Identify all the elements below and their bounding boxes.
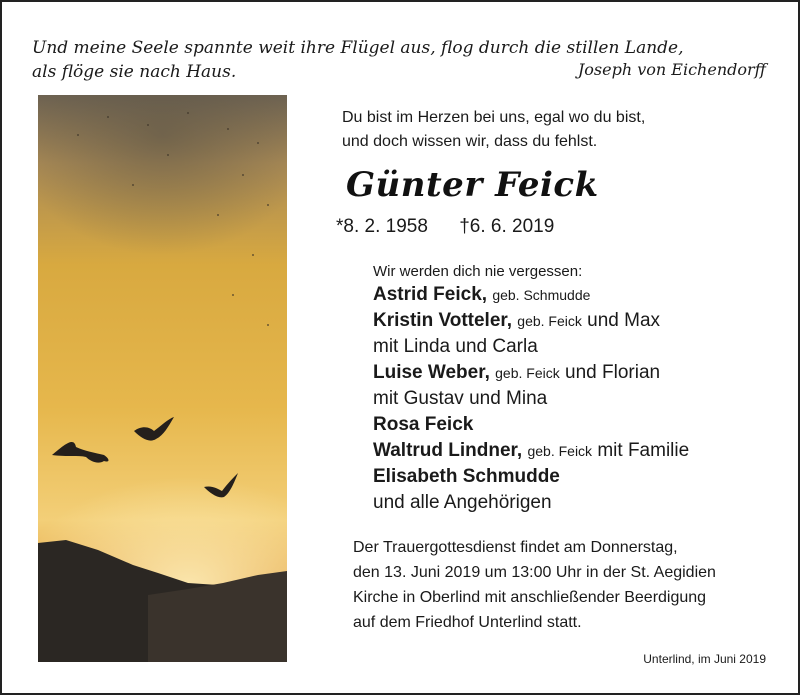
family-member-name: Luise Weber,: [373, 362, 490, 383]
list-item: [373, 464, 689, 490]
family-intro: Wir werden dich nie vergessen:: [373, 263, 583, 280]
family-member-name: Waltrud Lindner,: [373, 440, 523, 461]
family-member-rest: mit Linda und Carla: [373, 336, 538, 357]
family-member-rest: und Max: [587, 310, 661, 331]
service-line-2: den 13. Juni 2019 um 13:00 Uhr in der St. Aegidien: [353, 564, 716, 581]
deceased-name: Günter Feick: [346, 165, 599, 205]
intro-line-1: Du bist im Herzen bei uns, egal wo du bist,: [342, 109, 646, 126]
list-item: [373, 412, 689, 438]
family-member-rest: und alle Angehörigen: [373, 492, 552, 513]
death-date: †6. 6. 2019: [459, 216, 555, 237]
family-member-name: Kristin Votteler,: [373, 310, 513, 331]
place-date-footer: Unterlind, im Juni 2019: [643, 652, 766, 666]
service-info: [353, 535, 716, 635]
service-line-1: Der Trauergottesdienst findet am Donnerstag,: [353, 539, 678, 556]
life-dates: [336, 216, 554, 238]
family-member-name: Elisabeth Schmudde: [373, 466, 560, 487]
list-item: [373, 360, 689, 386]
family-member-rest: mit Gustav und Mina: [373, 388, 548, 409]
family-member-rest: mit Familie: [597, 440, 690, 461]
service-line-3: Kirche in Oberlind mit anschließender Beerdigung: [353, 589, 707, 606]
intro-line-2: und doch wissen wir, dass du fehlst.: [342, 133, 598, 150]
family-member-rest: und Florian: [565, 362, 661, 383]
service-line-4: auf dem Friedhof Unterlind statt.: [353, 614, 582, 631]
quote-line-2: als flöge sie nach Haus.: [32, 62, 237, 82]
list-item: [373, 490, 689, 516]
list-item: [373, 282, 689, 308]
family-member-name: Astrid Feick,: [373, 284, 488, 305]
family-member-note: geb. Feick: [517, 313, 582, 329]
list-item: [373, 386, 689, 412]
list-item: [373, 438, 689, 464]
list-item: [373, 308, 689, 334]
birth-date: *8. 2. 1958: [336, 216, 428, 237]
sunset-birds-image: [38, 95, 287, 662]
quote-author: Joseph von Eichendorff: [577, 60, 766, 79]
family-member-name: Rosa Feick: [373, 414, 474, 435]
family-list: [373, 262, 689, 516]
intro-text: [342, 106, 645, 154]
family-member-note: geb. Feick: [527, 443, 593, 459]
family-member-note: geb. Schmudde: [492, 287, 591, 303]
sunset-illustration: [38, 95, 287, 662]
quote-line-1: Und meine Seele spannte weit ihre Flügel aus, flog durch die stillen Lande,: [32, 38, 684, 58]
family-member-note: geb. Feick: [495, 365, 560, 381]
list-item: [373, 334, 689, 360]
